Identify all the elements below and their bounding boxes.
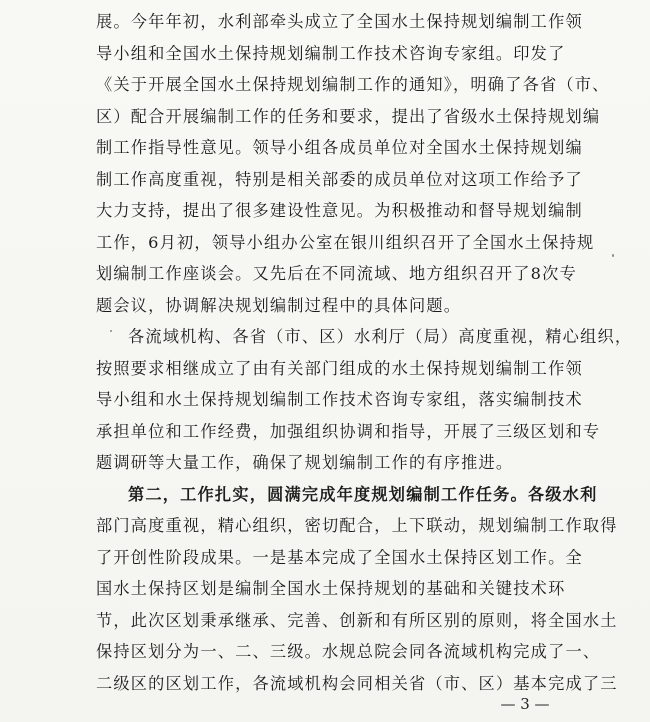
scan-speck xyxy=(110,330,112,332)
text-line: 区）配合开展编制工作的任务和要求，提出了省级水土保持规划编 xyxy=(96,106,601,126)
section-heading-line: 第二，工作扎实，圆满完成年度规划编制工作任务。各级水利 xyxy=(128,484,598,504)
text-line: 大力支持，提出了很多建设性意见。为积极推动和督导规划编制 xyxy=(96,201,583,220)
scan-speck xyxy=(612,254,614,257)
text-line: 了开创性阶段成果。一是基本完成了全国水土保持区划工作。全 xyxy=(96,547,583,567)
body-text xyxy=(96,6,633,699)
text-line: 划编制工作座谈会。又先后在不同流域、地方组织召开了8次专 xyxy=(96,264,577,283)
text-line: 部门高度重视，精心组织，密切配合，上下联动，规划编制工作取得 xyxy=(96,516,618,535)
page-number: — 3 — xyxy=(500,695,550,713)
text-line: 保持区划分为一、二、三级。水规总院会同各流域机构完成了一、 xyxy=(96,642,601,661)
text-line: 展。今年年初，水利部牵头成立了全国水土保持规划编制工作领 xyxy=(96,12,583,31)
text-line: 题调研等大量工作，确保了规划编制工作的有序推进。 xyxy=(96,453,514,472)
paragraph-start-line: 各流域机构、各省（市、区）水利厅（局）高度重视，精心组织， xyxy=(128,327,633,346)
text-line: 制工作高度重视，特别是相关部委的成员单位对这项工作给予了 xyxy=(96,169,583,189)
text-line: 按照要求相继成立了由有关部门组成的水土保持规划编制工作领 xyxy=(96,358,583,378)
text-line: 制工作指导性意见。领导小组各成员单位对全国水土保持规划编 xyxy=(96,138,583,157)
text-line: 承担单位和工作经费，加强组织协调和指导，开展了三级区划和专 xyxy=(96,421,601,441)
text-line: 题会议，协调解决规划编制过程中的具体问题。 xyxy=(96,295,462,315)
text-line: 导小组和全国水土保持规划编制工作技术咨询专家组。印发了 xyxy=(96,43,566,63)
text-line: 导小组和水土保持规划编制工作技术咨询专家组，落实编制技术 xyxy=(96,390,583,409)
text-line: 工作，6月初，领导小组办公室在银川组织召开了全国水土保持规 xyxy=(96,232,595,252)
text-line: 二级区的区划工作，各流域机构会同相关省（市、区）基本完成了三 xyxy=(96,673,618,693)
text-line: 国水土保持区划是编制全国水土保持规划的基础和关键技术环 xyxy=(96,579,566,598)
text-line: 节，此次区划秉承继承、完善、创新和有所区别的原则，将全国水土 xyxy=(96,610,618,630)
text-line: 《关于开展全国水土保持规划编制工作的通知》，明确了各省（市、 xyxy=(96,75,610,94)
